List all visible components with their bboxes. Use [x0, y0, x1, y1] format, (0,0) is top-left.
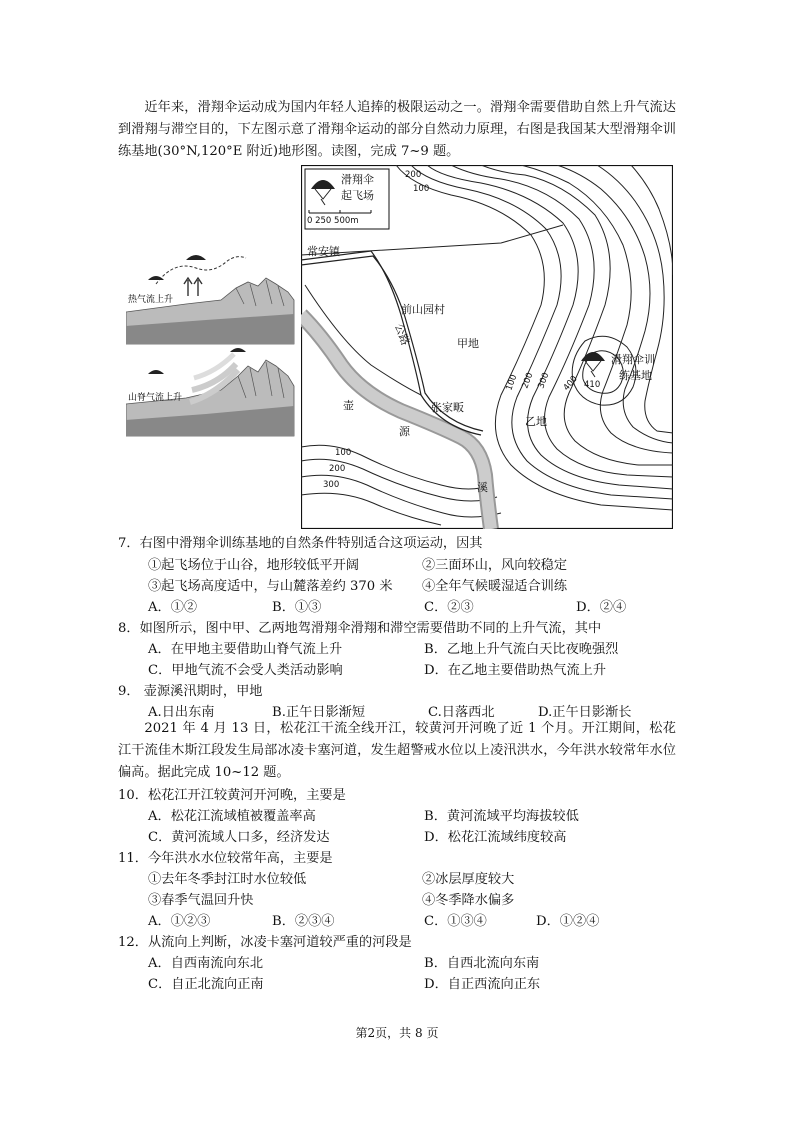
q8-stem: 8．如图所示，图中甲、乙两地驾滑翔伞滑翔和滞空需要借助不同的上升气流，其中 [118, 621, 602, 636]
elev-400-mid: 400 [561, 374, 580, 393]
village-zhangjiafan: 张家畈 [431, 401, 464, 414]
q11-choice-d[interactable]: D．①②④ [536, 914, 600, 929]
elev-200-mid: 200 [520, 371, 536, 391]
road-label: 公路 [392, 321, 412, 348]
peak-410: 410 [584, 380, 601, 390]
q11-item-1[interactable]: ①去年冬季封江时水位较低 [148, 872, 307, 887]
legend-title-1: 滑翔伞 [341, 173, 374, 186]
q7-item-2[interactable]: ②三面环山，风向较稳定 [422, 558, 568, 573]
q12-choice-c[interactable]: C．自正北流向正南 [148, 977, 264, 992]
q11-choice-b[interactable]: B．②③④ [272, 914, 335, 929]
legend-title-2: 起飞场 [341, 189, 374, 202]
q11-choice-c[interactable]: C．①③④ [424, 914, 487, 929]
q8-choice-d[interactable]: D．在乙地主要借助热气流上升 [424, 663, 607, 678]
q10-choice-c[interactable]: C．黄河流域人口多，经济发达 [148, 830, 330, 845]
base-label-1: 滑翔伞训 [611, 353, 655, 366]
thermal-panel [126, 255, 294, 344]
elev-100-mid: 100 [504, 373, 520, 393]
q7-item-3[interactable]: ③起飞场高度适中，与山麓落差约 370 米 [148, 579, 393, 594]
page-footer: 第2页，共 8 页 [355, 1026, 439, 1040]
topographic-map [301, 165, 673, 529]
q8-choice-a[interactable]: A．在甲地主要借助山脊气流上升 [148, 642, 343, 657]
ridge-label: 山脊气流上升 [128, 393, 183, 403]
q9-choice-d[interactable]: D.正午日影渐长 [538, 705, 632, 720]
q9-stem: 9． 壶源溪汛期时，甲地 [118, 684, 263, 699]
q11-choice-a[interactable]: A．①②③ [148, 914, 211, 929]
ridge-panel [126, 348, 294, 436]
elev-300-mid: 300 [536, 371, 552, 391]
area-jia: 甲地 [457, 337, 479, 350]
q7-choice-d[interactable]: D．②④ [576, 600, 627, 615]
river-char-1: 壶 [343, 399, 354, 412]
area-yi: 乙地 [525, 415, 547, 428]
q7-choice-a[interactable]: A．①② [148, 600, 198, 615]
q7-item-1[interactable]: ①起飞场位于山谷，地形较低平开阔 [148, 558, 359, 573]
q7-choice-c[interactable]: C．②③ [424, 600, 474, 615]
thermal-label: 热气流上升 [128, 295, 174, 305]
scale-text: 0 250 500m [307, 216, 359, 226]
q8-choice-c[interactable]: C．甲地气流不会受人类活动影响 [148, 663, 343, 678]
q7-stem: 7．右图中滑翔伞训练基地的自然条件特别适合这项运动，因其 [118, 536, 483, 551]
q8-choice-b[interactable]: B．乙地上升气流白天比夜晚强烈 [424, 642, 619, 657]
elev-200-left: 200 [329, 464, 346, 474]
q7-choice-b[interactable]: B．①③ [272, 600, 322, 615]
q12-choice-d[interactable]: D．自正西流向正东 [424, 977, 541, 992]
q10-choice-b[interactable]: B．黄河流域平均海拔较低 [424, 809, 579, 824]
elev-100-top: 100 [413, 184, 430, 194]
q11-item-4[interactable]: ④冬季降水偏多 [422, 893, 515, 908]
base-label-2: 练基地 [619, 369, 652, 382]
q12-choice-b[interactable]: B．自西北流向东南 [424, 956, 540, 971]
q9-choice-a[interactable]: A.日出东南 [148, 705, 215, 720]
intro-paragraph: 近年来，滑翔伞运动成为国内年轻人追捧的极限运动之一。滑翔伞需要借助自然上升气流达到滑翔与滞空目的，下左图示意了滑翔伞运动的部分自然动力原理，右图是我国某大型滑翔伞训练基地(30°N,120°E 附近)地形图。读图，完成 7~9 题。 [118, 100, 676, 159]
river-char-3: 溪 [477, 481, 488, 494]
river-char-2: 源 [399, 425, 410, 438]
q12-stem: 12．从流向上判断，冰凌卡塞河道较严重的河段是 [118, 935, 412, 950]
elev-100-left: 100 [335, 448, 352, 458]
q10-choice-d[interactable]: D．松花江流域纬度较高 [424, 830, 567, 845]
village-qianshan: 前山园村 [401, 303, 445, 316]
q12-choice-a[interactable]: A．自西南流向东北 [148, 956, 264, 971]
town-label: 常安镇 [307, 245, 340, 258]
q11-item-2[interactable]: ②冰层厚度较大 [422, 872, 515, 887]
q11-stem: 11．今年洪水水位较常年高，主要是 [118, 851, 333, 866]
q11-item-3[interactable]: ③春季气温回升快 [148, 893, 254, 908]
q10-stem: 10．松花江开江较黄河开河晚，主要是 [118, 788, 346, 803]
q10-choice-a[interactable]: A．松花江流域植被覆盖率高 [148, 809, 316, 824]
elev-300-left: 300 [323, 480, 340, 490]
elev-200-top: 200 [405, 170, 422, 180]
q7-item-4[interactable]: ④全年气候暖湿适合训练 [422, 579, 568, 594]
intro2-paragraph: 2021 年 4 月 13 日，松花江干流全线开江，较黄河开河晚了近 1 个月。开江期间，松花江干流佳木斯江段发生局部冰凌卡塞河道，发生超警戒水位以上凌汛洪水，今年洪水较常年水位偏高。据此完成 10~12 题。 [118, 721, 676, 780]
q9-choice-b[interactable]: B.正午日影渐短 [272, 705, 366, 720]
lift-diagram [126, 244, 296, 440]
q9-choice-c[interactable]: C.日落西北 [428, 705, 495, 720]
